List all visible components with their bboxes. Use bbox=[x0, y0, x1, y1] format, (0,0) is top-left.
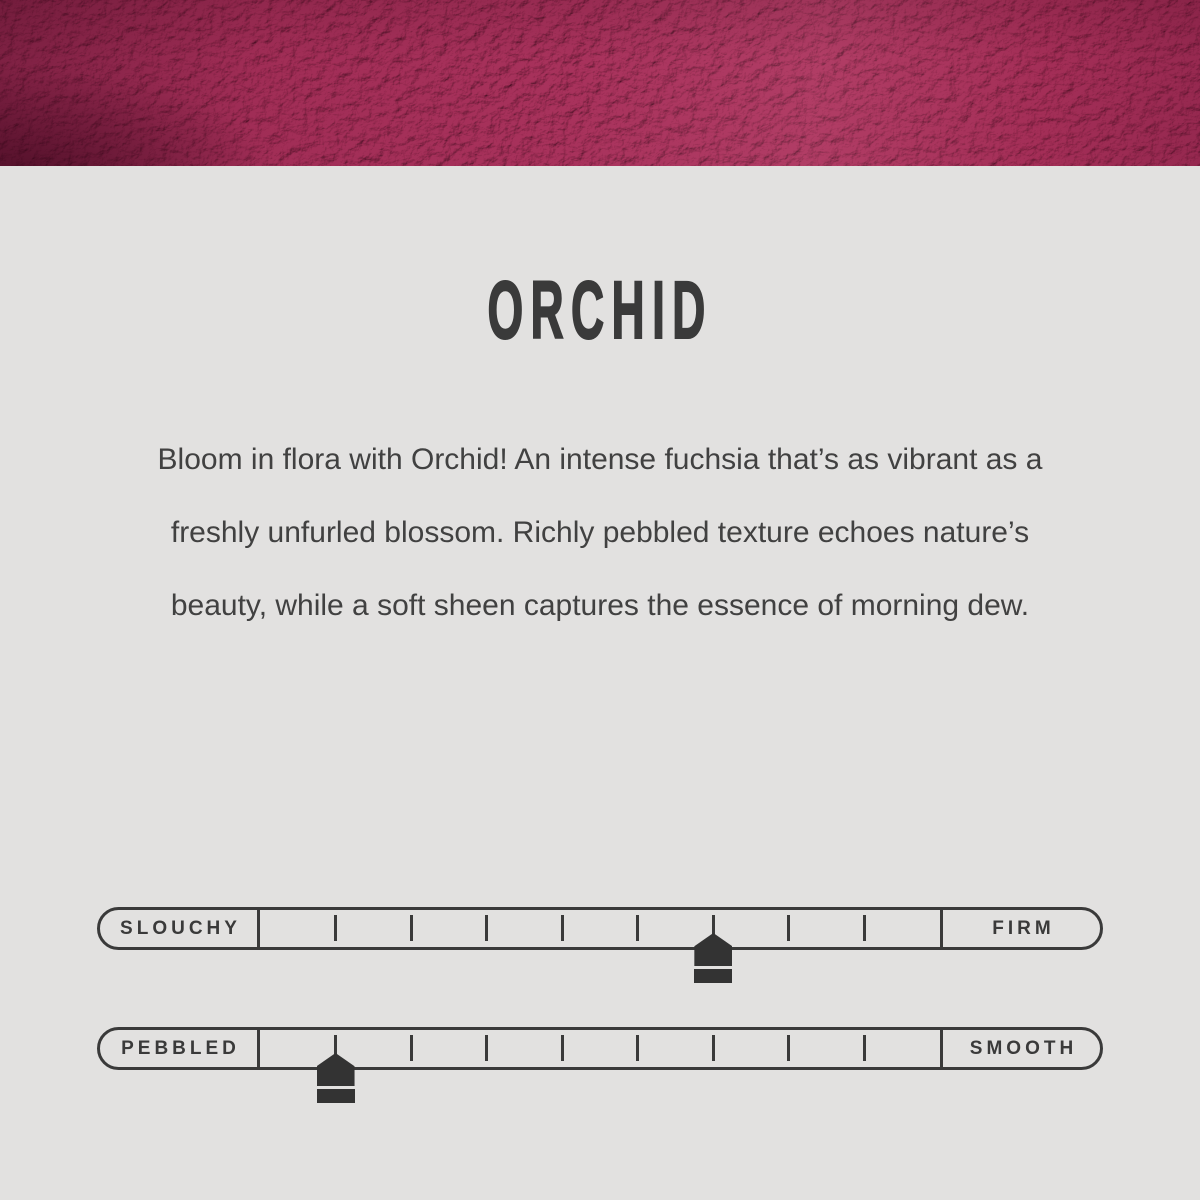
page-title: ORCHID bbox=[487, 265, 713, 356]
leather-swatch-banner bbox=[0, 0, 1200, 166]
scale-left-cap bbox=[100, 910, 260, 947]
tick-mark bbox=[561, 1035, 564, 1061]
marker-base-bar bbox=[694, 969, 732, 983]
tick-mark bbox=[485, 1035, 488, 1061]
marker-arrow-icon bbox=[317, 1053, 355, 1086]
color-description bbox=[100, 423, 1100, 642]
page-title-row bbox=[0, 265, 1200, 356]
tick-mark bbox=[410, 1035, 413, 1061]
banner-lighting-overlay bbox=[0, 0, 1200, 166]
scale-left-label: PEBBLED bbox=[121, 1038, 240, 1059]
scale-right-label: FIRM bbox=[992, 918, 1055, 939]
scale-left-label: SLOUCHY bbox=[120, 918, 241, 939]
tick-mark bbox=[787, 1035, 790, 1061]
tick-mark bbox=[485, 915, 488, 941]
tick-mark bbox=[863, 915, 866, 941]
marker-arrow-icon bbox=[694, 933, 732, 966]
description-line: Bloom in flora with Orchid! An intense fuchsia that’s as vibrant as a bbox=[157, 443, 1043, 476]
description-line: freshly unfurled blossom. Richly pebbled texture echoes nature’s bbox=[170, 516, 1030, 549]
tick-mark bbox=[334, 915, 337, 941]
tick-mark bbox=[410, 915, 413, 941]
tick-mark bbox=[636, 1035, 639, 1061]
marker-base-bar bbox=[317, 1089, 355, 1103]
pebbled-smooth-scale bbox=[97, 1027, 1103, 1070]
description-line: beauty, while a soft sheen captures the essence of morning dew. bbox=[170, 589, 1030, 622]
slouchy-firm-scale bbox=[97, 907, 1103, 950]
position-marker bbox=[694, 933, 732, 983]
tick-mark bbox=[636, 915, 639, 941]
scale-track bbox=[260, 910, 940, 947]
scale-track bbox=[260, 1030, 940, 1067]
scale-left-cap bbox=[100, 1030, 260, 1067]
tick-mark bbox=[561, 915, 564, 941]
scale-right-label: SMOOTH bbox=[969, 1038, 1078, 1059]
position-marker bbox=[317, 1053, 355, 1103]
scale-right-cap bbox=[940, 910, 1100, 947]
tick-mark bbox=[863, 1035, 866, 1061]
tick-mark bbox=[712, 1035, 715, 1061]
scale-right-cap bbox=[940, 1030, 1100, 1067]
tick-mark bbox=[787, 915, 790, 941]
